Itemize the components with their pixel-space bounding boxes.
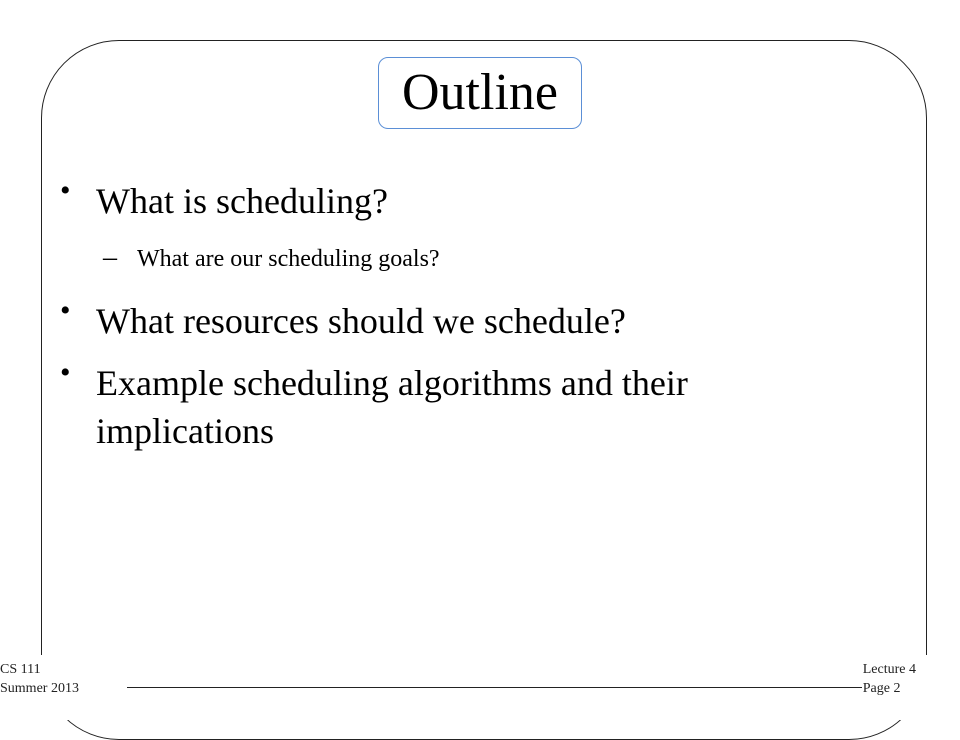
footer-divider — [127, 687, 862, 688]
subbullet-marker: – — [103, 242, 117, 273]
footer-page: Page 2 — [862, 681, 901, 696]
bullet-marker: • — [60, 174, 71, 207]
footer-left — [0, 660, 79, 698]
bullet-3: Example scheduling algorithms and their — [96, 363, 688, 403]
slide-title: Outline — [402, 64, 558, 121]
bullet-marker: • — [60, 356, 71, 389]
footer-right — [863, 660, 916, 698]
title-box — [378, 57, 582, 129]
footer-course: CS 111 — [0, 662, 41, 677]
footer-lecture: Lecture 4 — [862, 662, 916, 677]
bullet-2: What resources should we schedule? — [96, 301, 626, 341]
bullet-1: What is scheduling? — [96, 181, 388, 221]
bullet-3-continuation: implications — [96, 411, 274, 451]
bullet-marker: • — [60, 294, 71, 327]
footer-term: Summer 2013 — [0, 681, 79, 696]
subbullet-1: What are our scheduling goals? — [137, 246, 440, 272]
